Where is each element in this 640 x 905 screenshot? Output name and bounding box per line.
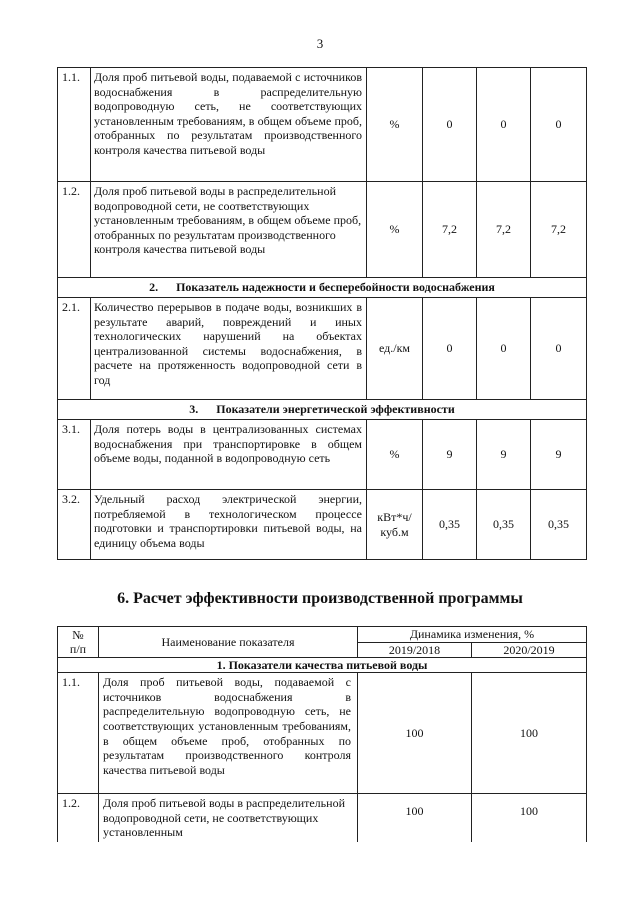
value-cell: 0,35: [477, 490, 531, 560]
section-heading: 3. Показатели энергетической эффективности: [58, 400, 587, 420]
value-cell: 100: [358, 673, 472, 794]
unit-cell: %: [367, 68, 423, 182]
value-cell: 0: [477, 298, 531, 400]
header-row: [58, 627, 587, 643]
section-row: [58, 658, 587, 673]
indicator-name: Доля проб питьевой воды, подаваемой с источников водоснабжения в распределительную водопроводную сеть, не соответствующих установленным требованиям, в общем объеме проб, отобранных по результатам производственного контроля качества питьевой воды: [91, 68, 367, 182]
value-cell: 7,2: [531, 182, 587, 278]
indicator-name: Количество перерывов в подаче воды, возникших в результате аварий, повреждений и иных технологических нарушений на объектах централизованной системы водоснабжения, в расчете на протяженность водопроводной сети в год: [91, 298, 367, 400]
row-number: 1.1.: [58, 68, 91, 182]
efficiency-table: [57, 626, 587, 842]
table-row: [58, 182, 587, 278]
table-row: [58, 794, 587, 842]
table-row: [58, 420, 587, 490]
table-row: [58, 490, 587, 560]
value-cell: 100: [358, 794, 472, 842]
row-number: 1.2.: [58, 182, 91, 278]
value-cell: 7,2: [423, 182, 477, 278]
header-period: 2020/2019: [472, 642, 587, 658]
value-cell: 9: [477, 420, 531, 490]
header-number: [58, 627, 99, 658]
indicator-name: Доля проб питьевой воды в распределительной водопроводной сети, не соответствующих установленным: [99, 794, 358, 842]
unit-cell: [367, 490, 423, 560]
section-row: [58, 400, 587, 420]
indicator-name: Удельный расход электрической энергии, потребляемой в технологическом процессе подготовки и транспортировки питьевой воды, на единицу объема воды: [91, 490, 367, 560]
value-cell: 0: [531, 298, 587, 400]
row-number: 2.1.: [58, 298, 91, 400]
header-dynamics: Динамика изменения, %: [358, 627, 587, 643]
value-cell: 0: [531, 68, 587, 182]
value-cell: 100: [472, 673, 587, 794]
value-cell: 0,35: [423, 490, 477, 560]
table-row: [58, 68, 587, 182]
unit-line: кВт*ч/: [377, 509, 412, 524]
section-heading: 1. Показатели качества питьевой воды: [58, 658, 587, 673]
indicator-name: Доля потерь воды в централизованных системах водоснабжения при транспортировке в общем объеме воды, поданной в водопроводную сеть: [91, 420, 367, 490]
unit-cell: %: [367, 420, 423, 490]
page-number: 3: [316, 36, 324, 51]
header-name: Наименование показателя: [99, 627, 358, 658]
value-cell: 9: [531, 420, 587, 490]
value-cell: 100: [472, 794, 587, 842]
indicators-table: [57, 67, 587, 560]
value-cell: 0: [423, 68, 477, 182]
header-number-line: п/п: [69, 642, 87, 657]
value-cell: 0: [423, 298, 477, 400]
value-cell: 9: [423, 420, 477, 490]
value-cell: 7,2: [477, 182, 531, 278]
row-number: 1.2.: [58, 794, 99, 842]
indicator-name: Доля проб питьевой воды в распределительной водопроводной сети, не соответствующих установленным требованиям, в общем объеме проб, отобранных по результатам производственного контроля качества питьевой воды: [91, 182, 367, 278]
header-number-line: №: [72, 627, 84, 642]
section-title: 6. Расчет эффективности производственной программы: [117, 590, 523, 607]
section-heading: 2. Показатель надежности и бесперебойности водоснабжения: [58, 278, 587, 298]
unit-cell: %: [367, 182, 423, 278]
unit-cell: ед./км: [367, 298, 423, 400]
row-number: 3.2.: [58, 490, 91, 560]
table-row: [58, 673, 587, 794]
section-row: [58, 278, 587, 298]
row-number: 1.1.: [58, 673, 99, 794]
header-period: 2019/2018: [358, 642, 472, 658]
indicator-name: Доля проб питьевой воды, подаваемой с источников водоснабжения в распределительную водопроводную сеть, не соответствующих установленным требованиям, в общем объеме проб, отобранных по результатам производственного контроля качества питьевой воды: [99, 673, 358, 794]
unit-line: куб.м: [380, 524, 409, 539]
value-cell: 0: [477, 68, 531, 182]
table-row: [58, 298, 587, 400]
row-number: 3.1.: [58, 420, 91, 490]
value-cell: 0,35: [531, 490, 587, 560]
